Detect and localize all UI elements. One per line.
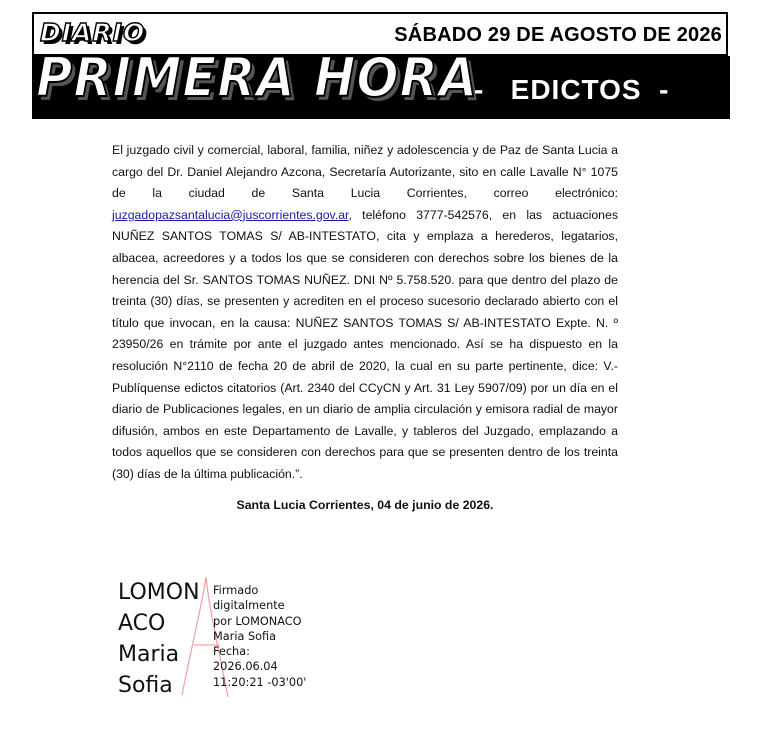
signature-detail-line: por LOMONACO — [213, 614, 302, 628]
signer-name-line: Sofia — [118, 673, 173, 698]
edict-text-part1: El juzgado civil y comercial, laboral, familia, niñez y adolescencia y de Paz de Santa Lucia a cargo del Dr. Daniel Alejandro Azcona, Secretaría Autorizante, sito en calle Lavalle N° 1075 de la ciudad de Santa Lucia Corrientes, correo electrónico: — [112, 143, 618, 201]
signer-name-line: Maria — [118, 642, 180, 667]
edict-text-part2: , teléfono 3777-542576, en las actuaciones NUÑEZ SANTOS TOMAS S/ AB-INTESTATO, cita y emplaza a herederos, legatarios, albacea, acreedores y a todos los que se consideren con derechos sobre los bienes de la herencia del Sr. SANTOS TOMAS NUÑEZ. DNI Nº 5.758.520. para que dentro del plazo de treinta (30) días, se presenten y acrediten en el proceso sucesorio declarado abierto con el título que invocan, en la causa: NUÑEZ SANTOS TOMAS S/ AB-INTESTATO Expte. N. º 23950/26 en trámite por ante el juzgado antes mencionado. Así se ha dispuesto en la resolución N°2110 de fecha 20 de abril de 2020, la cual en su parte pertinente, dice: V.- Publíquense edictos citatorios (Art. 2340 del CCyCN y Art. 31 Ley 5907/09) por un día en el diario de Publicaciones legales, en un diario de amplia circulación y emisora radial de mayor difusión, ambos en este Departamento de Lavalle, y tableros del Juzgado, emplazando a todos aquellos que se consideren con derechos para que se presenten dentro de los treinta (30) días de la última publicación.”. — [112, 207, 618, 481]
email-link[interactable]: juzgadopazsantalucia@juscorrientes.gov.ar — [112, 207, 349, 222]
signer-name-line: LOMON — [118, 580, 200, 605]
signature-detail-line: Maria Sofia — [213, 629, 277, 643]
edict-closing-line: Santa Lucia Corrientes, 04 de junio de 2026. — [236, 498, 494, 512]
digital-signature-block — [116, 575, 436, 705]
edict-body — [112, 140, 618, 486]
masthead-date: SÁBADO 29 DE AGOSTO DE 2026 — [394, 24, 722, 46]
masthead-newspaper-name: PRIMERA HORA — [36, 46, 479, 109]
signature-detail-line: Fecha: — [213, 645, 250, 659]
signature-details — [213, 583, 353, 690]
signature-detail-line: Firmado — [213, 584, 259, 597]
signature-detail-line: digitalmente — [213, 599, 285, 613]
masthead — [32, 12, 730, 119]
signature-detail-line: 11:20:21 -03'00' — [213, 675, 307, 689]
signer-name-line: ACO — [118, 611, 166, 636]
section-title: - EDICTOS - — [474, 74, 670, 105]
signer-name — [118, 577, 218, 701]
signature-detail-line: 2026.06.04 — [213, 660, 278, 674]
masthead-diario-label: DIARIO — [40, 18, 146, 47]
